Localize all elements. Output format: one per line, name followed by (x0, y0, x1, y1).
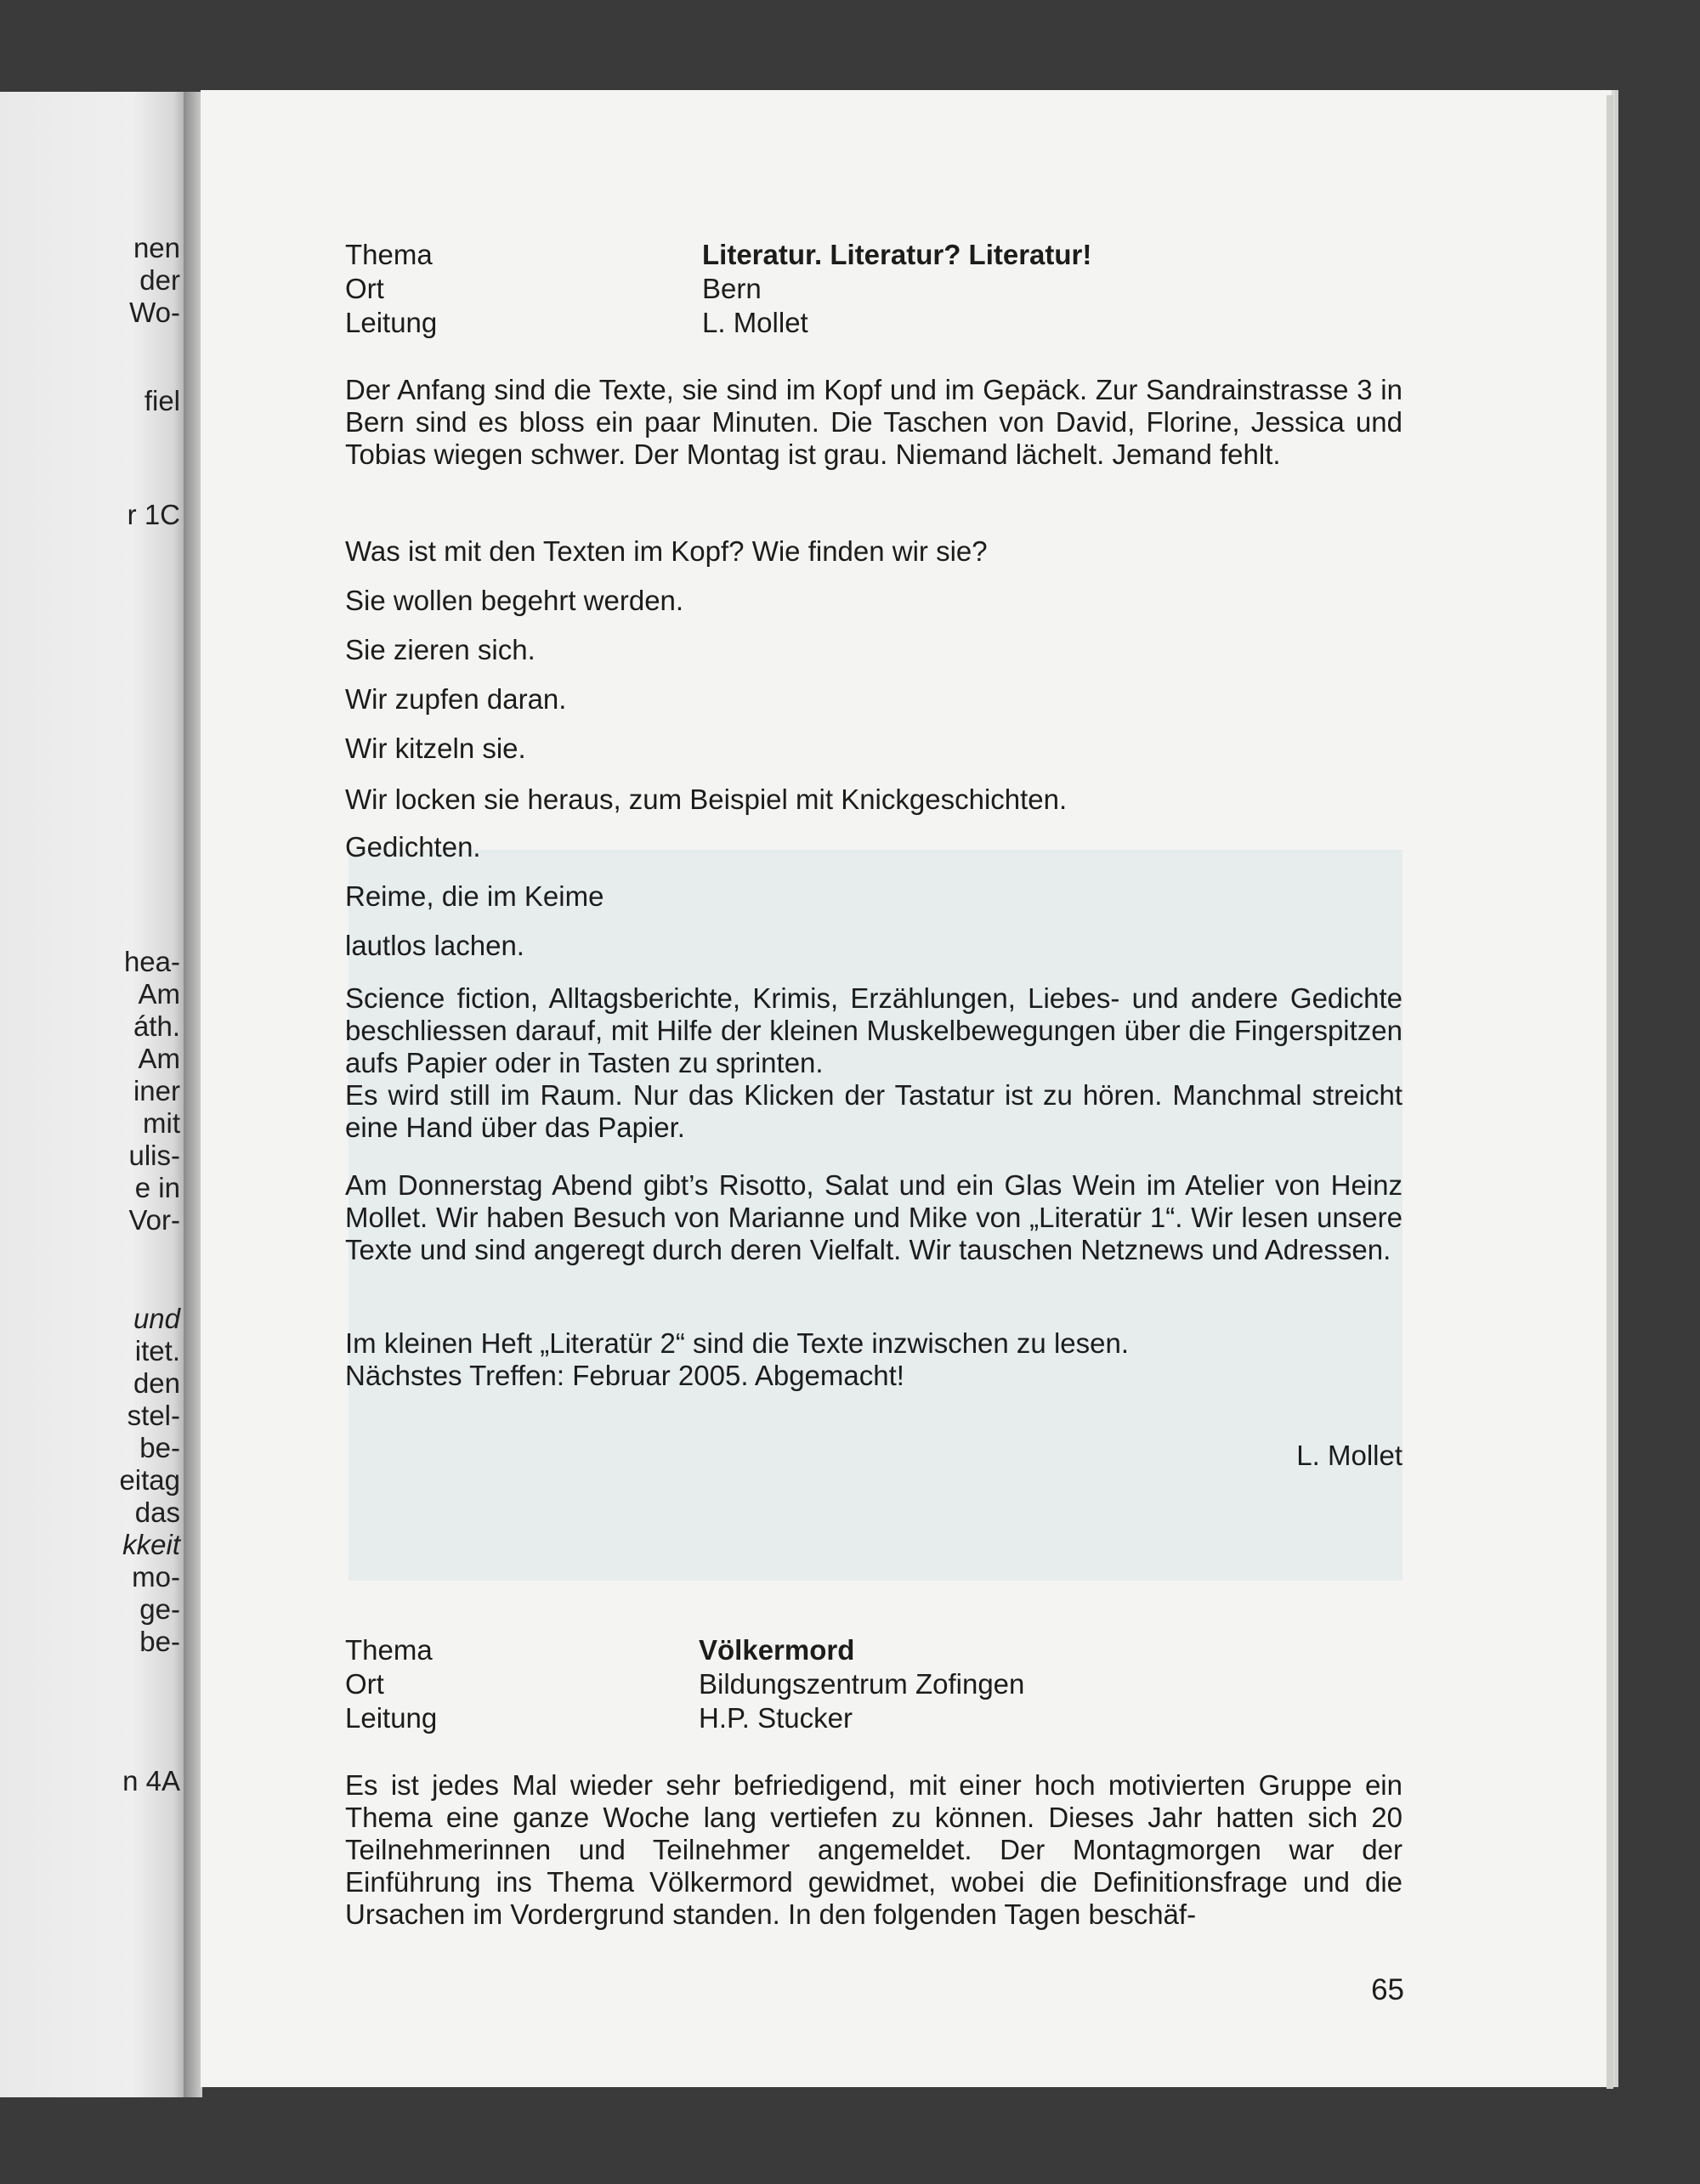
left-page-line: be- (139, 1626, 180, 1657)
left-page-line: r 1C (127, 499, 180, 530)
ort-row (345, 1667, 1024, 1701)
text-line: Wir zupfen daran. (345, 683, 567, 715)
left-page-line: mit (143, 1107, 180, 1139)
text-line: Im kleinen Heft „Literatür 2“ sind die Texte inzwischen zu lesen. (345, 1327, 1130, 1359)
text-line: Sie zieren sich. (345, 634, 536, 665)
text-line: Reime, die im Keime (345, 880, 604, 912)
text-line: Gedichten. (345, 831, 481, 863)
left-page-line: fiel (144, 385, 180, 416)
thema-label: Thema (345, 1634, 433, 1666)
section1-paragraph-3 (345, 1169, 1402, 1266)
section1-paragraph-2 (345, 982, 1402, 1144)
book-gutter (184, 92, 202, 2097)
thema-label: Thema (345, 239, 433, 270)
leitung-row (345, 1701, 1024, 1735)
section2-meta (345, 1633, 1024, 1735)
left-page-line: mo- (132, 1561, 180, 1593)
left-page-line: áth. (133, 1010, 180, 1042)
left-page-line: Am (138, 1043, 180, 1074)
left-page-line: itet. (134, 1335, 180, 1366)
page-number: 65 (1371, 1973, 1404, 2006)
text-line: Wir kitzeln sie. (345, 733, 526, 764)
thema-row (345, 238, 1091, 272)
ort-row (345, 272, 1091, 306)
left-page-line: Wo- (129, 297, 180, 328)
paragraph: Es ist jedes Mal wieder sehr befriedigend, mit einer hoch motivierten Gruppe ein Thema eine ganze Woche lang vertiefen zu können. Dieses Jahr hatten sich 20 Teilnehmerinnen und Teilnehmer angemeldet. Der Montagmorgen war der Einführung ins Thema Völkermord gewidmet, wobei die Definitionsfrage und die Ursachen im Vordergrund standen. In den folgenden Tagen beschäf- (345, 1769, 1402, 1930)
thema-value: Völkermord (699, 1634, 855, 1666)
leitung-value: H.P. Stucker (699, 1702, 853, 1734)
leitung-row (345, 306, 1091, 340)
ort-value: Bildungszentrum Zofingen (699, 1668, 1025, 1700)
leitung-label: Leitung (345, 307, 438, 338)
left-page-line: Am (138, 978, 180, 1010)
left-page-line: hea- (123, 946, 180, 977)
paragraph: Am Donnerstag Abend gibt’s Risotto, Salat und ein Glas Wein im Atelier von Heinz Mollet. Wir haben Besuch von Marianne und Mike von „Literatür 1“. Wir lesen unsere Texte und sind angeregt durch deren Vielfalt. Wir tauschen Netznews und Adressen. (345, 1169, 1402, 1265)
text-line: Was ist mit den Texten im Kopf? Wie finden wir sie? (345, 535, 988, 567)
paragraph: Der Anfang sind die Texte, sie sind im Kopf und im Gepäck. Zur Sandrainstrasse 3 in Bern sind es bloss ein paar Minuten. Die Taschen von David, Florine, Jessica und Tobias wiegen schwer. Der Montag ist grau. Niemand lächelt. Jemand fehlt. (345, 374, 1402, 470)
section1-meta (345, 238, 1091, 340)
left-page-line: ulis- (128, 1140, 180, 1171)
leitung-value: L. Mollet (702, 307, 808, 338)
left-page-line: kkeit (122, 1529, 180, 1560)
left-page-line: n 4A (122, 1765, 180, 1796)
left-page-line: stel- (127, 1400, 180, 1431)
section2-paragraph-1 (345, 1769, 1402, 1931)
thema-value: Literatur. Literatur? Literatur! (702, 239, 1092, 270)
left-page-line: ge- (139, 1593, 180, 1625)
left-page-line: be- (139, 1432, 180, 1463)
left-page-line: und (133, 1303, 180, 1334)
ort-label: Ort (345, 1668, 384, 1700)
left-page-line: nen (133, 232, 180, 263)
left-page-line: Vor- (128, 1204, 180, 1236)
text-line: Wir locken sie heraus, zum Beispiel mit Knickgeschichten. (345, 784, 1068, 815)
left-page (0, 92, 189, 2097)
left-page-line: der (139, 264, 180, 296)
ort-label: Ort (345, 273, 384, 304)
left-page-line: e in (134, 1172, 180, 1203)
leitung-label: Leitung (345, 1702, 438, 1734)
left-page-line: iner (133, 1075, 180, 1106)
text-line: lautlos lachen. (345, 930, 524, 961)
paragraph: Science fiction, Alltagsberichte, Krimis, Erzählungen, Liebes- und andere Gedichte beschliessen darauf, mit Hilfe der kleinen Muskelbewegungen über die Fingerspitzen aufs Papier oder in Tasten zu sprinten. (345, 982, 1402, 1078)
section1-paragraph-1 (345, 374, 1402, 471)
text-line: Nächstes Treffen: Februar 2005. Abgemacht! (345, 1360, 904, 1391)
signature: L. Mollet (1296, 1440, 1402, 1471)
thema-row (345, 1633, 1024, 1667)
paragraph: Es wird still im Raum. Nur das Klicken der Tastatur ist zu hören. Manchmal streicht eine Hand über das Papier. (345, 1079, 1402, 1143)
text-line: Sie wollen begehrt werden. (345, 585, 684, 616)
left-page-line: das (134, 1497, 180, 1528)
page-edge (1606, 95, 1613, 2089)
left-page-line: den (133, 1367, 180, 1399)
ort-value: Bern (702, 273, 762, 304)
left-page-line: eitag (119, 1464, 180, 1496)
